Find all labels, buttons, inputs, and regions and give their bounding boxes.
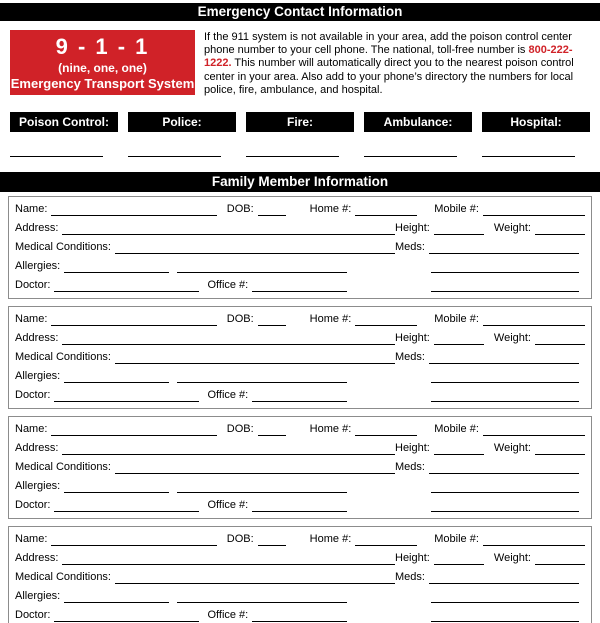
height-label: Height: bbox=[395, 552, 430, 564]
home-phone-field-line bbox=[355, 204, 417, 216]
family-member-block bbox=[8, 306, 592, 409]
family-member-list bbox=[8, 196, 592, 623]
home-phone-label: Home #: bbox=[309, 203, 352, 215]
address-field-line bbox=[62, 223, 395, 235]
meds-field-line bbox=[429, 352, 579, 364]
meds-field-line bbox=[429, 242, 579, 254]
dob-field-line bbox=[258, 314, 286, 326]
medical-conditions-label: Medical Conditions: bbox=[15, 571, 111, 583]
meds-continuation-line-2 bbox=[431, 280, 579, 292]
doctor-row bbox=[15, 497, 585, 512]
name-label: Name: bbox=[15, 423, 48, 435]
contact-label-bar: Fire: bbox=[246, 112, 354, 132]
weight-label: Weight: bbox=[493, 552, 531, 564]
medical-conditions-label: Medical Conditions: bbox=[15, 241, 111, 253]
allergies-field-line bbox=[64, 261, 169, 273]
doctor-label: Doctor: bbox=[15, 609, 51, 621]
medical-conditions-label: Medical Conditions: bbox=[15, 461, 111, 473]
911-badge bbox=[10, 30, 195, 95]
contact-number-columns bbox=[10, 112, 590, 157]
meds-label: Meds: bbox=[395, 351, 425, 363]
medical-row bbox=[15, 349, 585, 364]
home-phone-field-line bbox=[355, 534, 417, 546]
address-row bbox=[15, 550, 585, 565]
allergies-field-line bbox=[64, 371, 169, 383]
contact-label-bar: Police: bbox=[128, 112, 236, 132]
weight-field-line bbox=[535, 553, 585, 565]
height-field-line bbox=[434, 553, 484, 565]
weight-label: Weight: bbox=[493, 332, 531, 344]
office-phone-field-line bbox=[252, 390, 347, 402]
allergies-continuation-line bbox=[177, 371, 347, 383]
meds-continuation-line-2 bbox=[431, 390, 579, 402]
mobile-phone-label: Mobile #: bbox=[434, 533, 479, 545]
office-phone-field-line bbox=[252, 610, 347, 622]
doctor-row bbox=[15, 277, 585, 292]
911-label: Emergency Transport System bbox=[10, 76, 195, 91]
meds-label: Meds: bbox=[395, 461, 425, 473]
address-row bbox=[15, 330, 585, 345]
weight-field-line bbox=[535, 443, 585, 455]
doctor-row bbox=[15, 607, 585, 622]
name-label: Name: bbox=[15, 313, 48, 325]
contact-write-in-line bbox=[364, 156, 457, 157]
dob-field-line bbox=[258, 534, 286, 546]
allergies-continuation-line bbox=[177, 261, 347, 273]
doctor-row bbox=[15, 387, 585, 402]
address-row bbox=[15, 220, 585, 235]
weight-field-line bbox=[535, 223, 585, 235]
office-phone-label: Office #: bbox=[207, 279, 249, 291]
page-title: Emergency Contact Information bbox=[0, 3, 600, 21]
name-field-line bbox=[51, 204, 216, 216]
mobile-phone-label: Mobile #: bbox=[434, 203, 479, 215]
doctor-label: Doctor: bbox=[15, 279, 51, 291]
address-label: Address: bbox=[15, 332, 59, 344]
weight-field-line bbox=[535, 333, 585, 345]
home-phone-field-line bbox=[355, 424, 417, 436]
allergies-row bbox=[15, 478, 585, 493]
family-member-block bbox=[8, 416, 592, 519]
meds-continuation-line-2 bbox=[431, 500, 579, 512]
allergies-label: Allergies: bbox=[15, 260, 61, 272]
allergies-continuation-line bbox=[177, 481, 347, 493]
name-row bbox=[15, 421, 585, 436]
address-field-line bbox=[62, 443, 395, 455]
office-phone-label: Office #: bbox=[207, 389, 249, 401]
dob-label: DOB: bbox=[226, 203, 254, 215]
home-phone-label: Home #: bbox=[309, 423, 352, 435]
medical-conditions-field-line bbox=[115, 572, 395, 584]
address-label: Address: bbox=[15, 222, 59, 234]
medical-row bbox=[15, 459, 585, 474]
contact-label-bar: Poison Control: bbox=[10, 112, 118, 132]
dob-label: DOB: bbox=[226, 533, 254, 545]
name-row bbox=[15, 311, 585, 326]
doctor-field-line bbox=[54, 280, 199, 292]
911-number: 9 - 1 - 1 bbox=[55, 34, 150, 59]
name-field-line bbox=[51, 424, 216, 436]
contact-write-in-line bbox=[128, 156, 221, 157]
allergies-row bbox=[15, 588, 585, 603]
mobile-phone-field-line bbox=[483, 204, 585, 216]
dob-field-line bbox=[258, 424, 286, 436]
contact-write-in-line bbox=[10, 156, 103, 157]
contact-write-in-line bbox=[482, 156, 575, 157]
address-label: Address: bbox=[15, 442, 59, 454]
name-label: Name: bbox=[15, 203, 48, 215]
medical-conditions-field-line bbox=[115, 242, 395, 254]
meds-field-line bbox=[429, 572, 579, 584]
office-phone-label: Office #: bbox=[207, 499, 249, 511]
contact-column bbox=[128, 112, 236, 157]
mobile-phone-field-line bbox=[483, 534, 585, 546]
name-label: Name: bbox=[15, 533, 48, 545]
meds-field-line bbox=[429, 462, 579, 474]
poison-control-phone-number: 800-222-1222. bbox=[204, 44, 573, 70]
mobile-phone-label: Mobile #: bbox=[434, 423, 479, 435]
doctor-field-line bbox=[54, 500, 199, 512]
allergies-row bbox=[15, 258, 585, 273]
dob-field-line bbox=[258, 204, 286, 216]
poison-control-paragraph bbox=[204, 30, 590, 95]
911-words: (nine, one, one) bbox=[58, 61, 147, 75]
address-field-line bbox=[62, 553, 395, 565]
office-phone-field-line bbox=[252, 280, 347, 292]
height-field-line bbox=[434, 223, 484, 235]
allergies-continuation-line bbox=[177, 591, 347, 603]
height-label: Height: bbox=[395, 332, 430, 344]
medical-row bbox=[15, 569, 585, 584]
name-field-line bbox=[51, 534, 216, 546]
allergies-label: Allergies: bbox=[15, 370, 61, 382]
weight-label: Weight: bbox=[493, 222, 531, 234]
height-field-line bbox=[434, 443, 484, 455]
dob-label: DOB: bbox=[226, 313, 254, 325]
name-row bbox=[15, 201, 585, 216]
weight-label: Weight: bbox=[493, 442, 531, 454]
allergies-row bbox=[15, 368, 585, 383]
medical-conditions-field-line bbox=[115, 462, 395, 474]
home-phone-field-line bbox=[355, 314, 417, 326]
family-member-block bbox=[8, 196, 592, 299]
home-phone-label: Home #: bbox=[309, 533, 352, 545]
allergies-field-line bbox=[64, 591, 169, 603]
meds-continuation-line-2 bbox=[431, 610, 579, 622]
doctor-label: Doctor: bbox=[15, 499, 51, 511]
doctor-field-line bbox=[54, 390, 199, 402]
medical-conditions-field-line bbox=[115, 352, 395, 364]
meds-label: Meds: bbox=[395, 571, 425, 583]
mobile-phone-field-line bbox=[483, 424, 585, 436]
doctor-field-line bbox=[54, 610, 199, 622]
meds-continuation-line bbox=[431, 481, 579, 493]
name-field-line bbox=[51, 314, 216, 326]
doctor-label: Doctor: bbox=[15, 389, 51, 401]
address-label: Address: bbox=[15, 552, 59, 564]
address-field-line bbox=[62, 333, 395, 345]
contact-column bbox=[10, 112, 118, 157]
medical-conditions-label: Medical Conditions: bbox=[15, 351, 111, 363]
meds-continuation-line bbox=[431, 371, 579, 383]
allergies-label: Allergies: bbox=[15, 480, 61, 492]
name-row bbox=[15, 531, 585, 546]
allergies-label: Allergies: bbox=[15, 590, 61, 602]
family-section-title: Family Member Information bbox=[0, 172, 600, 192]
mobile-phone-field-line bbox=[483, 314, 585, 326]
contact-column bbox=[482, 112, 590, 157]
allergies-field-line bbox=[64, 481, 169, 493]
meds-continuation-line bbox=[431, 591, 579, 603]
mobile-phone-label: Mobile #: bbox=[434, 313, 479, 325]
address-row bbox=[15, 440, 585, 455]
medical-row bbox=[15, 239, 585, 254]
home-phone-label: Home #: bbox=[309, 313, 352, 325]
height-label: Height: bbox=[395, 222, 430, 234]
contact-label-bar: Ambulance: bbox=[364, 112, 472, 132]
height-label: Height: bbox=[395, 442, 430, 454]
intro-section bbox=[10, 30, 590, 95]
paragraph-text-after: This number will automatically direct you to the nearest poison control center in your area. Also add to your phone’s directory the numbers for local police, fire, ambulance, and hospital. bbox=[204, 57, 574, 96]
dob-label: DOB: bbox=[226, 423, 254, 435]
height-field-line bbox=[434, 333, 484, 345]
paragraph-text-before: If the 911 system is not available in your area, add the poison control center phone number to your cell phone. The national, toll-free number is bbox=[204, 31, 572, 57]
family-member-block bbox=[8, 526, 592, 623]
contact-column bbox=[364, 112, 472, 157]
contact-label-bar: Hospital: bbox=[482, 112, 590, 132]
office-phone-label: Office #: bbox=[207, 609, 249, 621]
contact-write-in-line bbox=[246, 156, 339, 157]
contact-column bbox=[246, 112, 354, 157]
meds-continuation-line bbox=[431, 261, 579, 273]
office-phone-field-line bbox=[252, 500, 347, 512]
meds-label: Meds: bbox=[395, 241, 425, 253]
